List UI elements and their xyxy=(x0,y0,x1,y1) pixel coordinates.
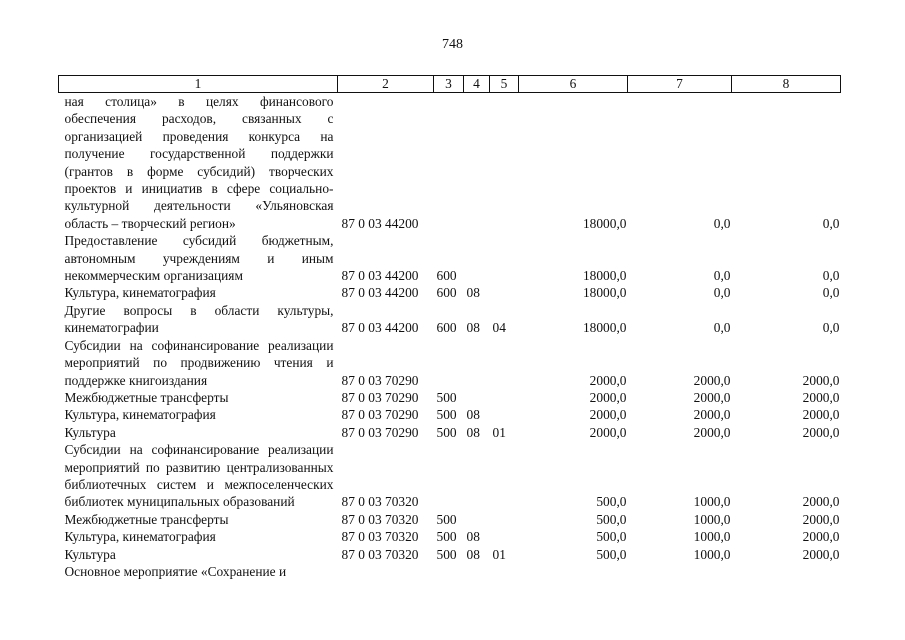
amount-col6-cell: 500,0 xyxy=(596,529,627,545)
amount-col6-cell: 2000,0 xyxy=(589,407,627,423)
subsection-cell xyxy=(490,511,519,528)
column-header: 7 xyxy=(628,76,732,93)
expense-type-cell: 600 xyxy=(436,285,457,301)
section-cell xyxy=(464,337,490,389)
expense-type-cell xyxy=(434,441,464,511)
amount-col6-cell: 500,0 xyxy=(596,494,627,510)
amount-col7-cell: 2000,0 xyxy=(693,424,731,440)
amount-col8-cell xyxy=(732,563,841,580)
target-code-cell: 87 0 03 70320 xyxy=(341,529,419,545)
table-row xyxy=(59,546,841,563)
section-cell xyxy=(464,232,490,284)
subsection-cell: 01 xyxy=(492,546,506,562)
section-cell: 08 xyxy=(466,424,480,440)
column-header: 2 xyxy=(338,76,434,93)
target-code-cell: 87 0 03 70290 xyxy=(341,424,419,440)
subsection-cell: 04 xyxy=(492,320,506,336)
target-code-cell: 87 0 03 44200 xyxy=(341,285,419,301)
target-code-cell: 87 0 03 44200 xyxy=(341,268,419,284)
table-row xyxy=(59,232,841,284)
amount-col8-cell: 2000,0 xyxy=(802,424,840,440)
target-code-cell: 87 0 03 70290 xyxy=(341,389,419,405)
row-name-cell: Культура xyxy=(64,546,116,562)
row-name-cell: ная столица» в целях финансового обеспечения расходов, связанных с организацией проведения конкурса на получение государственной поддержки (грантов в форме субсидий) творческих проектов и инициатив в сфере социально-культурной деятельности «Ульяновская область – творческий регион» xyxy=(64,94,334,231)
target-code-cell: 87 0 03 44200 xyxy=(341,215,419,231)
row-name-cell: Субсидии на софинансирование реализации мероприятий по развитию централизованных библиотечных систем и межпоселенческих библиотек муниципальных образований xyxy=(64,442,334,510)
expense-type-cell: 500 xyxy=(436,529,457,545)
row-name-cell: Предоставление субсидий бюджетным, автономным учреждениям и иным некоммерческим организациям xyxy=(64,233,334,284)
amount-col8-cell: 0,0 xyxy=(822,268,840,284)
table-header xyxy=(59,76,841,93)
amount-col7-cell: 0,0 xyxy=(713,215,731,231)
section-cell: 08 xyxy=(466,529,480,545)
target-code-cell: 87 0 03 44200 xyxy=(341,320,419,336)
row-name-cell: Основное мероприятие «Сохранение и xyxy=(64,563,287,579)
amount-col8-cell: 0,0 xyxy=(822,285,840,301)
expense-type-cell: 500 xyxy=(436,407,457,423)
amount-col7-cell: 2000,0 xyxy=(693,389,731,405)
section-cell xyxy=(464,389,490,406)
amount-col7-cell: 0,0 xyxy=(713,285,731,301)
subsection-cell xyxy=(490,406,519,423)
table-row xyxy=(59,302,841,337)
row-name-cell: Другие вопросы в области культуры, кинематографии xyxy=(64,302,334,336)
amount-col7-cell: 1000,0 xyxy=(693,529,731,545)
amount-col7-cell: 2000,0 xyxy=(693,372,731,388)
amount-col7-cell: 0,0 xyxy=(713,320,731,336)
expense-type-cell: 500 xyxy=(436,424,457,440)
amount-col6-cell: 18000,0 xyxy=(582,215,627,231)
amount-col6-cell: 18000,0 xyxy=(582,268,627,284)
section-cell xyxy=(464,93,490,233)
amount-col7-cell: 1000,0 xyxy=(693,546,731,562)
budget-table xyxy=(58,75,841,580)
table-row xyxy=(59,337,841,389)
row-name-cell: Культура xyxy=(64,424,116,440)
column-header: 3 xyxy=(434,76,464,93)
subsection-cell xyxy=(490,232,519,284)
amount-col7-cell: 1000,0 xyxy=(693,511,731,527)
target-code-cell: 87 0 03 70290 xyxy=(341,372,419,388)
amount-col7-cell: 0,0 xyxy=(713,268,731,284)
column-header: 5 xyxy=(490,76,519,93)
amount-col8-cell: 2000,0 xyxy=(802,389,840,405)
amount-col7-cell: 2000,0 xyxy=(693,407,731,423)
subsection-cell xyxy=(490,337,519,389)
amount-col8-cell: 2000,0 xyxy=(802,511,840,527)
expense-type-cell: 500 xyxy=(436,546,457,562)
row-name-cell: Межбюджетные трансферты xyxy=(64,389,229,405)
column-header: 1 xyxy=(59,76,338,93)
amount-col8-cell: 0,0 xyxy=(822,215,840,231)
table-row xyxy=(59,424,841,441)
table-row xyxy=(59,528,841,545)
row-name-cell: Межбюджетные трансферты xyxy=(64,511,229,527)
subsection-cell xyxy=(490,528,519,545)
amount-col6-cell xyxy=(519,563,628,580)
expense-type-cell: 600 xyxy=(436,268,457,284)
column-header: 4 xyxy=(464,76,490,93)
target-code-cell: 87 0 03 70320 xyxy=(341,511,419,527)
target-code-cell: 87 0 03 70320 xyxy=(341,546,419,562)
subsection-cell xyxy=(490,284,519,301)
subsection-cell xyxy=(490,441,519,511)
amount-col6-cell: 2000,0 xyxy=(589,424,627,440)
amount-col6-cell: 18000,0 xyxy=(582,285,627,301)
amount-col7-cell xyxy=(628,563,732,580)
section-cell xyxy=(464,511,490,528)
amount-col8-cell: 2000,0 xyxy=(802,407,840,423)
section-cell xyxy=(464,563,490,580)
amount-col6-cell: 18000,0 xyxy=(582,320,627,336)
amount-col8-cell: 0,0 xyxy=(822,320,840,336)
section-cell xyxy=(464,441,490,511)
table-row xyxy=(59,93,841,233)
row-name-cell: Культура, кинематография xyxy=(64,407,216,423)
section-cell: 08 xyxy=(466,407,480,423)
subsection-cell xyxy=(490,93,519,233)
column-header: 6 xyxy=(519,76,628,93)
page-number: 748 xyxy=(442,37,463,52)
table-row xyxy=(59,406,841,423)
target-code-cell: 87 0 03 70290 xyxy=(341,407,419,423)
amount-col8-cell: 2000,0 xyxy=(802,494,840,510)
subsection-cell xyxy=(490,563,519,580)
section-cell: 08 xyxy=(466,320,480,336)
column-header: 8 xyxy=(732,76,841,93)
row-name-cell: Субсидии на софинансирование реализации мероприятий по продвижению чтения и поддержке книгоиздания xyxy=(64,337,334,388)
expense-type-cell: 600 xyxy=(436,320,457,336)
table-row xyxy=(59,511,841,528)
subsection-cell: 01 xyxy=(492,424,506,440)
table-body xyxy=(59,93,841,581)
subsection-cell xyxy=(490,389,519,406)
target-code-cell: 87 0 03 70320 xyxy=(341,494,419,510)
expense-type-cell xyxy=(434,563,464,580)
amount-col6-cell: 500,0 xyxy=(596,546,627,562)
table-row xyxy=(59,389,841,406)
amount-col6-cell: 2000,0 xyxy=(589,389,627,405)
table-row xyxy=(59,563,841,580)
expense-type-cell xyxy=(434,337,464,389)
header-row xyxy=(59,76,841,93)
amount-col6-cell: 500,0 xyxy=(596,511,627,527)
amount-col6-cell: 2000,0 xyxy=(589,372,627,388)
amount-col8-cell: 2000,0 xyxy=(802,372,840,388)
section-cell: 08 xyxy=(466,546,480,562)
expense-type-cell: 500 xyxy=(436,511,457,527)
expense-type-cell xyxy=(434,93,464,233)
amount-col7-cell: 1000,0 xyxy=(693,494,731,510)
section-cell: 08 xyxy=(466,285,480,301)
table-row xyxy=(59,284,841,301)
row-name-cell: Культура, кинематография xyxy=(64,285,216,301)
table-row xyxy=(59,441,841,511)
amount-col8-cell: 2000,0 xyxy=(802,546,840,562)
amount-col8-cell: 2000,0 xyxy=(802,529,840,545)
target-code-cell xyxy=(338,563,434,580)
expense-type-cell: 500 xyxy=(436,389,457,405)
row-name-cell: Культура, кинематография xyxy=(64,529,216,545)
